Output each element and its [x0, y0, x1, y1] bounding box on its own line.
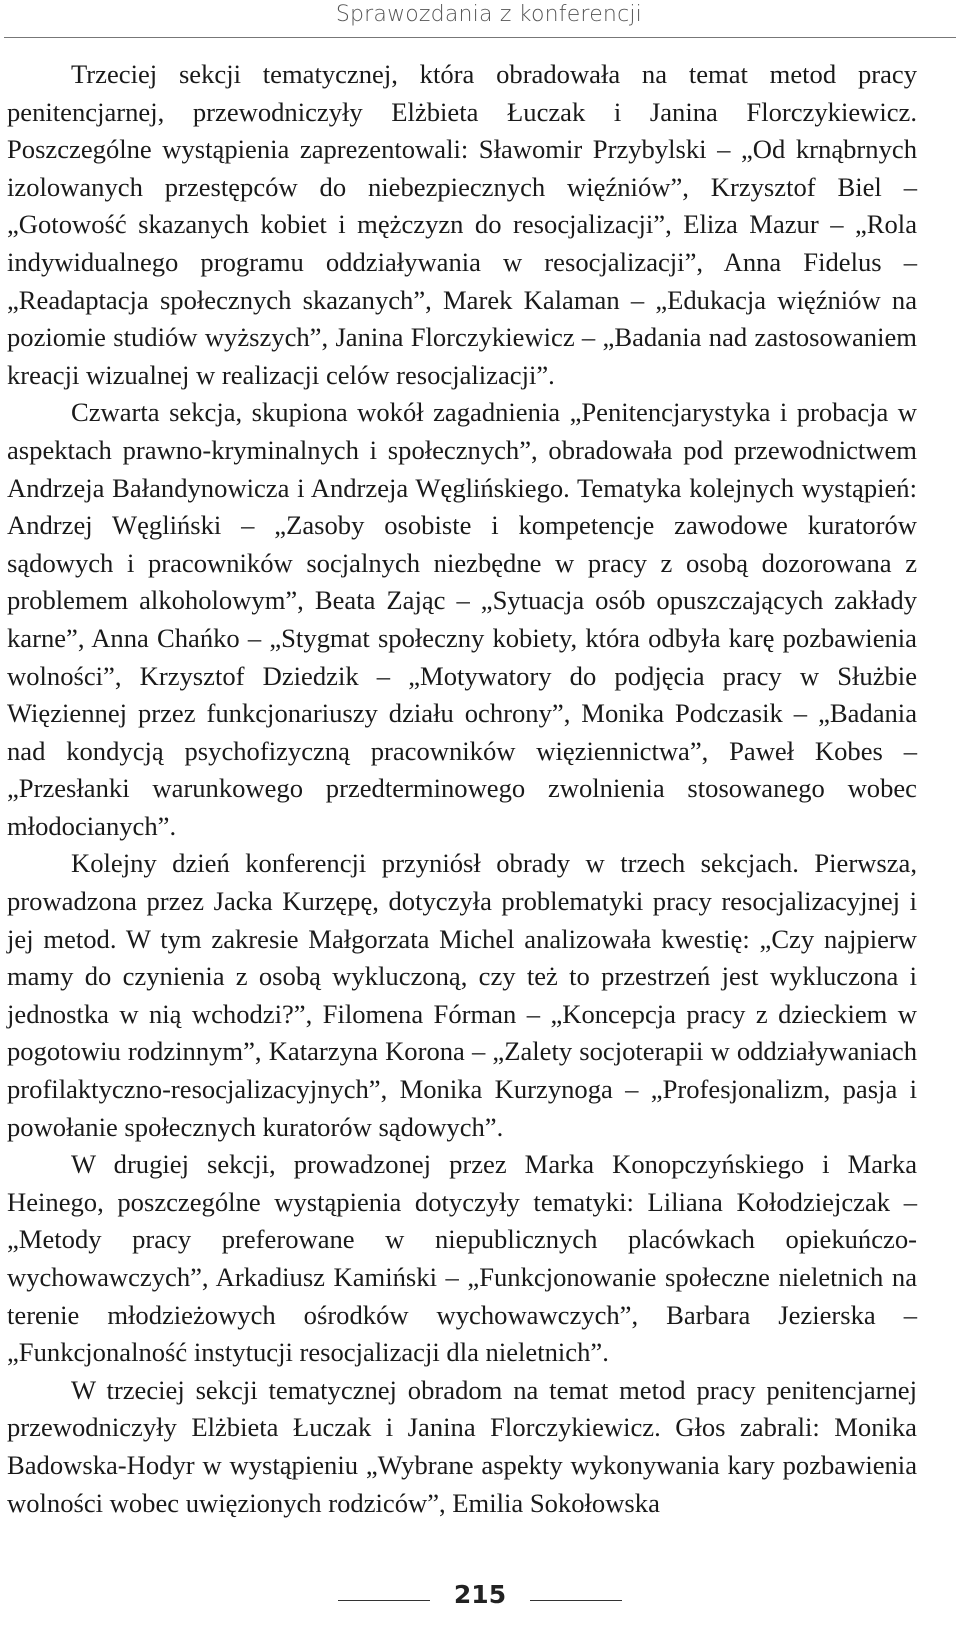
paragraph-next-day-first-section: Kolejny dzień konferencji przyniósł obrady w trzech sekcjach. Pierwsza, prowadzona przez Jacka Kurzępę, dotyczyła problematyki pracy resocjalizacyjnej i jej metod. W tym zakresie Małgorzata Michel analizowała kwestię: „Czy najpierw mamy do czynienia z osobą wykluczoną, czy też to przestrzeń jest wykluczona i jednostka w nią wchodzi?”, Filomena Fórman – „Koncepcja pracy z dzieckiem w pogotowiu rodzinnym”, Katarzyna Korona – „Zalety socjoterapii w oddziaływaniach profilaktyczno-resocjalizacyjnych”, Monika Kurzynoga – „Profesjonalizm, pasja i powołanie społecznych kuratorów sądowych”. [7, 848, 917, 1142]
page-footer [0, 1578, 960, 1640]
paragraph-third-section: Trzeciej sekcji tematycznej, która obradowała na temat metod pracy penitencjarnej, przewodniczyły Elżbieta Łuczak i Janina Florczykiewicz. Poszczególne wystąpienia zaprezentowali: Sławomir Przybylski – „Od krnąbrnych izolowanych przestępców do niebezpiecznych więźniów”, Krzysztof Biel – „Gotowość skazanych kobiet i mężczyzn do resocjalizacji”, Eliza Mazur – „Rola indywidualnego programu oddziaływania w resocjalizacji”, Anna Fidelus – „Readaptacja społecznych skazanych”, Marek Kalaman – „Edukacja więźniów na poziomie studiów wyższych”, Janina Florczykiewicz – „Badania nad zastosowaniem kreacji wizualnej w realizacji celów resocjalizacji”. [7, 59, 917, 390]
running-header [0, 0, 960, 44]
page-number: 215 [430, 1580, 530, 1609]
running-title: Sprawozdania z konferencji [335, 2, 642, 27]
paragraph-second-section: W drugiej sekcji, prowadzonej przez Marka Konopczyńskiego i Marka Heinego, poszczególne wystąpienia dotyczyły tematyki: Liliana Kołodziejczak – „Metody pracy preferowane w niepublicznych placówkach opiekuńczo-wychowawczych”, Arkadiusz Kamiński – „Funkcjonowanie społeczne nieletnich na terenie młodzieżowych ośrodków wychowawczych”, Barbara Jezierska – „Funkcjonalność instytucji resocjalizacji dla nieletnich”. [7, 1149, 917, 1368]
article-body [7, 56, 917, 1522]
header-rule [4, 37, 956, 38]
paragraph-fourth-section: Czwarta sekcja, skupiona wokół zagadnienia „Penitencjarystyka i probacja w aspektach prawno-kryminalnych i społecznych”, obradowała pod przewodnictwem Andrzeja Bałandynowicza i Andrzeja Węglińskiego. Tematyka kolejnych wystąpień: Andrzej Węgliński – „Zasoby osobiste i kompetencje zawodowe kuratorów sądowych i pracowników socjalnych niezbędne w pracy z osobą dozorowana z problemem alkoholowym”, Beata Zając – „Sytuacja osób opuszczających zakłady karne”, Anna Chańko – „Stygmat społeczny kobiety, która odbyła karę pozbawienia wolności”, Krzysztof Dziedzik – „Motywatory do podjęcia pracy w Służbie Więziennej przez funkcjonariuszy działu ochrony”, Monika Podczasik – „Badania nad kondycją psychofizyczną pracowników więziennictwa”, Paweł Kobes – „Przesłanki warunkowego przedterminowego zwolnienia stosowanego wobec młodocianych”. [7, 397, 917, 841]
paragraph-third-thematic-section: W trzeciej sekcji tematycznej obradom na temat metod pracy penitencjarnej przewodniczyły Elżbieta Łuczak i Janina Florczykiewicz. Głos zabrali: Monika Badowska-Hodyr w wystąpieniu „Wybrane aspekty wykonywania kary pozbawienia wolności wobec uwięzionych rodziców”, Emilia Sokołowska [7, 1374, 917, 1518]
